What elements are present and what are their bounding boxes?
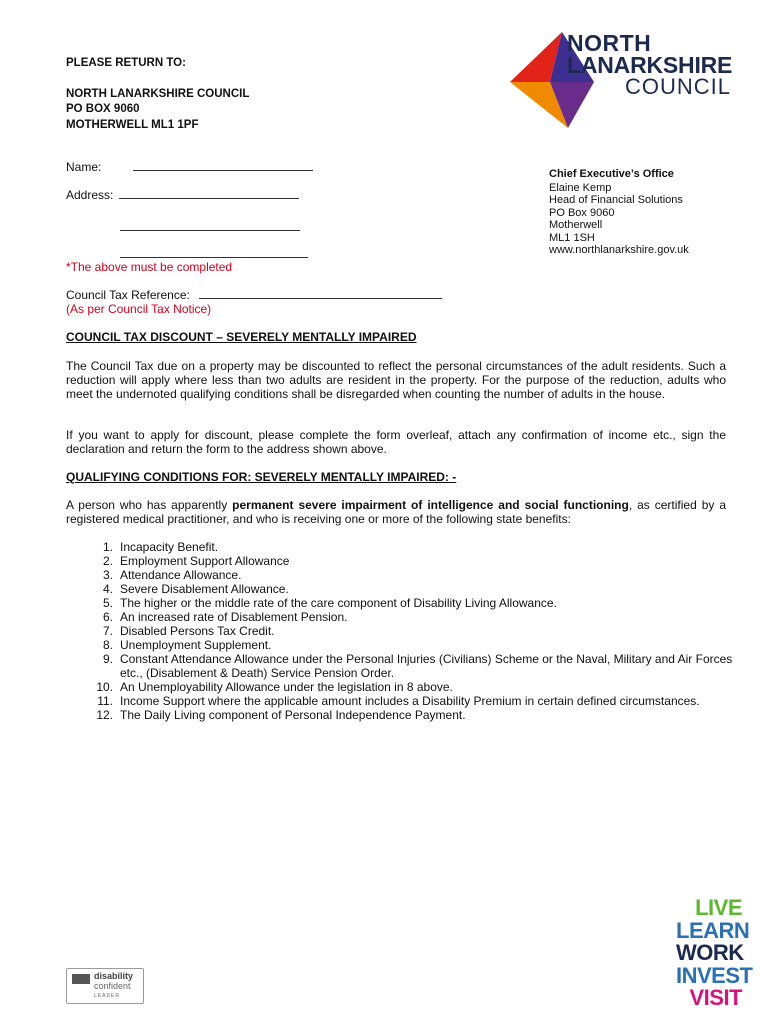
logo-line-3: COUNCIL [625,74,732,99]
address-input-line-2[interactable] [120,230,300,231]
address-field-row [66,188,299,202]
eligibility-text: A person who has apparently [66,498,233,512]
list-text: Constant Attendance Allowance under the Personal Injuries (Civilians) Scheme or the Naval, Military and Air Forces etc., (Disablement & Death) Service Pension Order. [120,652,733,680]
list-number: 1. [102,540,113,554]
office-line: Elaine Kemp [549,181,612,194]
list-text: An increased rate of Disablement Pension. [120,610,348,624]
list-item [86,680,746,694]
required-note: *The above must be completed [66,260,233,274]
disability-confident-badge [66,968,144,1004]
slogan-word: WORK [676,940,744,965]
list-text: An Unemployability Allowance under the legislation in 8 above. [120,680,453,694]
list-number: 4. [102,582,113,596]
office-line: ML1 1SH [549,231,595,244]
list-item [86,610,746,624]
office-line: PO Box 9060 [549,206,615,219]
list-text: Attendance Allowance. [120,568,242,582]
list-text: The Daily Living component of Personal Independence Payment. [120,708,466,722]
logo-text [567,32,732,98]
list-text: Disabled Persons Tax Credit. [120,624,275,638]
office-address-block [549,168,689,257]
reference-label: Council Tax Reference: [66,288,190,302]
logo-line-2: LANARKSHIRE [567,52,733,78]
list-item [86,582,746,596]
list-item [86,596,746,610]
office-title: Chief Executive’s Office [549,168,674,180]
address-label: Address: [66,188,114,202]
slogan-word: LIVE [695,895,742,920]
slogan-word: LEARN [676,917,750,943]
list-item [86,554,746,568]
address-input-line-3[interactable] [120,257,308,258]
list-item [86,540,746,554]
list-text: Income Support where the applicable amount includes a Disability Premium in certain defined circumstances. [120,694,700,708]
badge-tick-icon [72,974,90,984]
list-number: 12. [96,708,113,722]
slogan-word: INVEST [676,962,753,988]
name-input-line[interactable] [133,169,313,171]
list-text: Employment Support Allowance [120,554,290,568]
list-text: Incapacity Benefit. [120,540,219,554]
list-item [86,624,746,638]
office-website: www.northlanarkshire.gov.uk [549,244,689,256]
benefits-list [86,540,746,722]
return-address-block [66,56,249,133]
list-text: Severe Disablement Allowance. [120,582,289,596]
list-text: The higher or the middle rate of the care component of Disability Living Allowance. [120,596,557,610]
slogan-block [676,895,753,1010]
list-number: 3. [102,568,113,582]
list-number: 11. [97,694,113,708]
list-item [86,708,746,722]
list-number: 9. [102,652,113,666]
return-line: PO BOX 9060 [66,103,140,115]
slogan-word: VISIT [689,985,742,1010]
discount-heading: COUNCIL TAX DISCOUNT – SEVERELY MENTALLY IMPAIRED [66,330,417,344]
list-item [86,638,746,652]
eligibility-paragraph [66,498,726,526]
badge-line-1: disability [94,971,134,981]
intro-paragraph: The Council Tax due on a property may be discounted to reflect the personal circumstances of the adult residents. Such a reduction will apply where less than two adults are resident in the property. For the purpose of the reduction, adults who meet the undernoted qualifying conditions shall be disregarded when counting the number of adults in the house. [66,359,726,401]
office-line: Motherwell [549,219,603,231]
list-item [86,568,746,582]
list-text: Unemployment Supplement. [120,638,272,652]
office-line: Head of Financial Solutions [549,194,683,206]
list-number: 7. [102,624,113,638]
return-line: MOTHERWELL ML1 1PF [66,118,199,131]
address-input-line-1[interactable] [119,197,299,199]
badge-line-2: confident [94,981,131,991]
list-item [86,652,746,680]
qualifying-heading: QUALIFYING CONDITIONS FOR: SEVERELY MENTALLY IMPAIRED: - [66,470,457,484]
list-number: 10. [96,680,113,694]
instructions-paragraph: If you want to apply for discount, please complete the form overleaf, attach any confirmation of income etc., sign the declaration and return the form to the address shown above. [66,428,726,456]
list-number: 8. [102,638,113,652]
list-number: 5. [102,596,113,610]
logo-line-1: NORTH [567,30,652,56]
reference-note: (As per Council Tax Notice) [66,302,212,316]
reference-field-row [66,288,442,302]
return-line: NORTH LANARKSHIRE COUNCIL [66,87,250,100]
reference-input-line[interactable] [199,297,442,299]
list-number: 6. [102,610,113,624]
return-heading: PLEASE RETURN TO: [66,57,186,69]
eligibility-text: , as certified by a registered medical practitioner, and who is receiving one or more of the following state benefits: [66,498,726,526]
list-number: 2. [102,554,113,568]
name-label: Name: [66,160,102,174]
badge-line-3: LEADER [94,993,121,999]
name-field-row [66,160,313,174]
eligibility-emphasis: permanent severe impairment of intelligence and social functioning [232,498,629,512]
list-item [86,694,746,708]
